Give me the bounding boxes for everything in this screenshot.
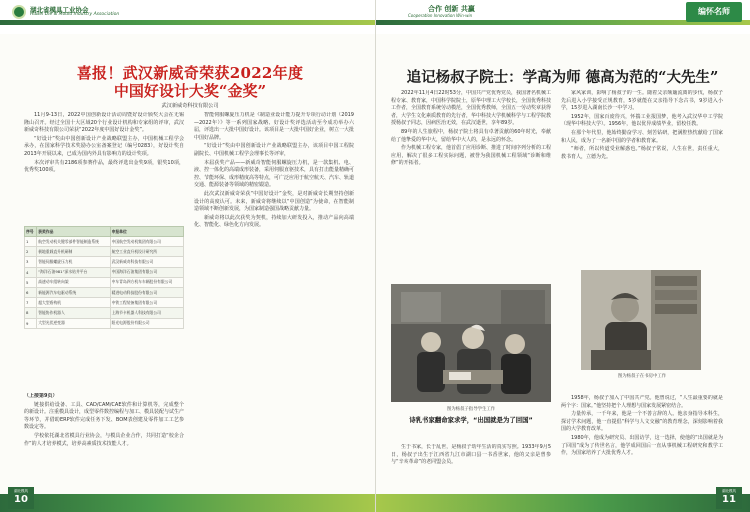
photo-portrait-study — [581, 270, 701, 370]
right-article-col-d — [561, 395, 723, 498]
table-cell: 中铁工程装备集团有限公司 — [110, 298, 183, 308]
paragraph: 此次武汉新威奇荣获“中国好设计”金奖，是对新威奇长期坚持创新设计的高度认可。未来，新威奇将继续以“中国创造”为使命，在智能制造领域不断创新发展，为国家制造强国战略贡献力量。 — [194, 190, 354, 213]
paragraph: 11月9-13日，2022中国创新设计活动周暨好设计颁奖大会在无锡隆山召开。经过全国十大区域20个行业设计机构和专家组的评审，武汉新威奇科技有限公司荣获“2022年度中国好设计金奖”。 — [24, 112, 184, 134]
paragraph: 1980年，他成为研究员、出国访学，这一选择，使他的“出国就是为了回国”成为了传世名言，他学成回国后一直从事机械工程研究和教学工作，为国家培养了大批优秀人才。 — [561, 434, 723, 457]
paragraph: 89年的人生旅程中，杨叔子院士将具有卓著贡献的60年时光，奉献给了他挚爱的华中大，留给华中大人的，是永远的怀念。 — [391, 128, 551, 143]
paragraph: 智能伺服螺旋压力机是《制造业设计能力提升专项行动计划（2019—2022年）》等一系列国家战略、好设计奖评选活动至今成功举办六届，评选出一大批中国好设计。该项目是一大批中国好企业，树立一大批中国好品牌。 — [194, 112, 354, 141]
right-article-title: 追记杨叔子院士：学高为师 德高为范的“大先生” — [406, 69, 719, 86]
table-row — [25, 237, 184, 247]
table-cell: 8 — [25, 308, 37, 318]
table-row — [25, 277, 184, 287]
article-byline: 武汉新威奇科技有限公司 — [161, 103, 219, 109]
right-article-col-b — [561, 90, 723, 268]
table-cell: 航空发动机关键零部件智能制造系统 — [37, 237, 110, 247]
header-slogan-cn: 合作 创新 共赢 — [428, 5, 475, 13]
paragraph: “好设计”奖由中国创新设计产业战略联盟主办，该项目中国工程院副院长、中国机械工程学会理事长等评审， — [194, 143, 354, 157]
table-cell: 5 — [25, 277, 37, 287]
table-cell: 6 — [25, 287, 37, 297]
column-tag: 编怀名师 — [686, 2, 742, 22]
paragraph: 本次评审共有2186项参赛作品，最终评选出金奖9项，银奖10项，优秀奖100项。 — [24, 159, 184, 174]
table-cell: 7 — [25, 298, 37, 308]
award-table-grid — [24, 226, 184, 329]
paragraph: 作为机械工程专家，他首倡了应用诊断、推进了时间序列分析的工程应用，解决了很多工程实际问题，被誉为我国机械工程领域“诊断和维修”的开拓者。 — [391, 145, 551, 167]
table-cell: 极地重载直升机研制 — [37, 247, 110, 257]
article-title-line1: 喜报！武汉新威奇荣获2022年度 — [76, 64, 304, 82]
photo-caption: 图为杨叔子指导学生工作 — [446, 407, 496, 412]
page-number-label: 湖北模具 — [722, 489, 736, 493]
header-bar — [0, 20, 375, 25]
left-article-col-b — [194, 112, 354, 497]
paragraph: 学校依托湖北省模具行业协会，与模具企业合作，共同打造“校企合作”的人才培养模式，培养高素质技术技能人才。 — [24, 432, 184, 447]
table-cell: 航空工业直升机设计研究所 — [110, 247, 183, 257]
table-cell: 4 — [25, 267, 37, 277]
left-header — [0, 0, 375, 34]
magazine-title-en: HuBei Die & Mould Industry Association — [30, 12, 120, 17]
table-row — [25, 257, 184, 267]
page-number: 10 — [14, 494, 28, 505]
page-number: 11 — [722, 494, 736, 505]
continued-marker: （上接第9页） — [24, 393, 58, 399]
table-header-cell: 获奖作品 — [37, 227, 110, 237]
paragraph: “好设计”奖由中国创新设计产业战略联盟主办，中国机械工程学会承办，在国家科学技术奖励办公室备案登记（编号0283），好设计奖自2013年开展以来，已成为国内外具有影响力的设计奖项。 — [24, 135, 184, 157]
paragraph: 链接供给设备、工具、CAD/CAM/CAE软件和计算机等，完成整个的新设计。注重模具设计，成型零件数控编程与加工、模具装配与试生产等环节，并借助ERP软件完成任务下发、BOM表创建及零件加工工艺参数设定等。 — [24, 401, 184, 431]
paragraph: 新威奇将以此次获奖为契机，持续加大研发投入，推动产品向高端化、智能化、绿色化方向发展。 — [194, 214, 354, 229]
table-cell: 大型光伏逆变器 — [37, 318, 110, 328]
table-cell: 高速动车组转向架 — [37, 277, 110, 287]
table-row — [25, 308, 184, 318]
table-row — [25, 318, 184, 328]
association-logo-icon — [12, 5, 26, 19]
right-article-col-c — [391, 444, 551, 498]
table-row — [25, 267, 184, 277]
table-cell: 新能源汽车电驱动系统 — [37, 287, 110, 297]
award-table — [24, 226, 184, 388]
table-cell: 上海节卡机器人科技有限公司 — [110, 308, 183, 318]
table-cell: 3 — [25, 257, 37, 267]
right-article-col-a — [391, 90, 551, 282]
paragraph: 2022年11月4日22时53分，中国共产党优秀党员，我国著名机械工程专家、教育家，中国科学院院士，原华中理工大学校长，全国优秀科技工作者，全国教育系统劳动模范，全国优秀教师，全国五一劳动奖章获得者，大学生文化素质教育的先行者，华中科技大学机械科学与工程学院教授杨叔子同志，因病医治无效，在武汉逝世，享年89岁。 — [391, 90, 551, 127]
paragraph: 家风家训，影响了杨叔子的一生。随着父亲颠簸流离的步伐，杨叔子先后进入小学接受正规教育，5岁就能在父亲指导下念古书，9岁进入小学，15岁进入湖南长沙一中学习。 — [561, 90, 723, 112]
paragraph: 本届获奖产品——新威奇智能伺服螺旋压力机，是一款集机、电、液、控一体化的高端成形装备，采用伺服直驱技术，具有打击能量精确可控、节能环保、成形精度高等特点，可广泛应用于航空航天、汽车、轨道交通、能源装备等领域的精密锻造。 — [194, 159, 354, 189]
table-header-cell: 申报单位 — [110, 227, 183, 237]
page-number-label: 湖北模具 — [14, 489, 28, 493]
table-cell: 1 — [25, 237, 37, 247]
magazine-title-cn: 湖北省模具工业协会 — [30, 6, 89, 14]
table-cell: 阳光电源股份有限公司 — [110, 318, 183, 328]
table-cell: 2 — [25, 247, 37, 257]
photo-portrait-icon — [581, 270, 701, 370]
photo-teaching-icon — [391, 284, 551, 402]
header-slogan-en: Cooperation Innovation Win-win — [408, 13, 473, 18]
photo-teaching-students — [391, 284, 551, 402]
paragraph: 在那个年代里，他始终勤奋学习、刻苦钻研，把满腔热忱献给了国家和人民，成为了一名新中国的学者和教育家。 — [561, 129, 723, 144]
table-row — [25, 247, 184, 257]
left-article-col-c — [24, 393, 184, 497]
section-subheading: 诗乳书家翻命家求学，“出国就是为了回国” — [409, 416, 533, 424]
table-cell: 武汉新威奇科技有限公司 — [110, 257, 183, 267]
table-cell: 超大型盾构机 — [37, 298, 110, 308]
table-header-cell: 序号 — [25, 227, 37, 237]
left-article-col-a — [24, 112, 184, 222]
table-cell: 智能伺服螺旋压力机 — [37, 257, 110, 267]
paragraph: 生于书家，长于乱世，是杨叔子幼年生活的真实写照。1933年9月5日，杨叔子出生于江西省九江市湖口县一书香世家，他的父亲是曾参与“辛亥革命”的老同盟会员。 — [391, 444, 551, 466]
paragraph: “师者，所以传道受业解惑也。”杨叔子常说，人生在世，责任重大，教书育人，立德为先。 — [561, 146, 723, 160]
table-cell: 中车青岛四方机车车辆股份有限公司 — [110, 277, 183, 287]
paragraph: 1958年，杨叔子加入了中国共产党。他曾说过，“人生最重要的就是两个字：国家。”他坚持把个人理想与国家发展紧密结合。 — [561, 395, 723, 409]
table-cell: 中国海洋石油集团有限公司 — [110, 267, 183, 277]
table-row — [25, 298, 184, 308]
photo-caption: 图为杨叔子在书房中工作 — [617, 374, 667, 379]
article-title-line2: 中国好设计大奖“金奖” — [113, 82, 267, 100]
paragraph: 力量传承，一千年来，他是一个不善言辞的人。他亲身指导本科生，探讨学术问题，他一直提倡“科学与人文交融”的教育理念，深刻影响着我国的大学教育改革。 — [561, 411, 723, 433]
table-cell: 智能协作机器人 — [37, 308, 110, 318]
table-cell: 中国航空发动机集团有限公司 — [110, 237, 183, 247]
table-row — [25, 287, 184, 297]
table-cell: 精进电动科技股份有限公司 — [110, 287, 183, 297]
paragraph: 1952年，国家百废待兴，怀揣工业报国梦，他考入武汉华中工学院（现华中科技大学）。1956年，他以优异成绩毕业，留校任教。 — [561, 113, 723, 128]
table-cell: “海洋石油981”深水钻井平台 — [37, 267, 110, 277]
table-header-row — [25, 227, 184, 237]
table-cell: 9 — [25, 318, 37, 328]
